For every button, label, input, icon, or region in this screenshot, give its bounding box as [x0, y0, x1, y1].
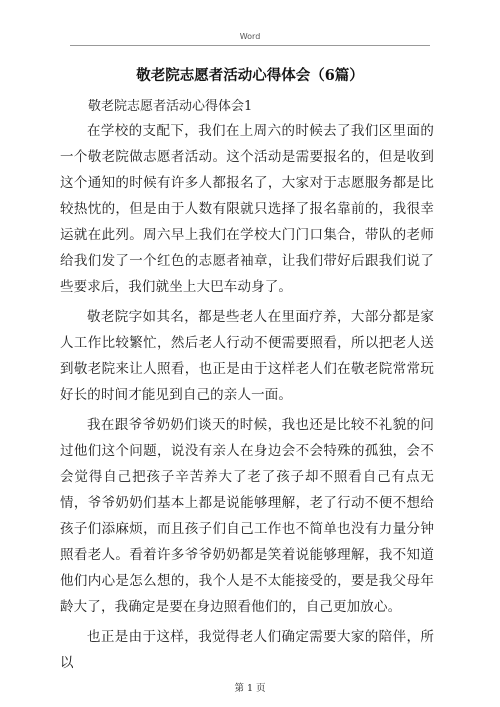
section-heading: 敬老院志愿者活动心得体会1 — [88, 99, 253, 114]
paragraph: 在学校的支配下，我们在上周六的时候去了我们区里面的一个敬老院做志愿者活动。这个活动是需要报名的，但是收到这个通知的时候有许多人都报名了，大家对于志愿服务都是比较热忱的，但是由于人数有限就只选择了报名靠前的，我很幸运就在此列。周六早上我们在学校大门门口集合，带队的老师给我们发了一个红色的志愿者袖章，让我们带好后跟我们说了些要求后，我们就坐上大巴车动身了。 — [60, 123, 434, 295]
document-body — [60, 118, 434, 680]
header-divider — [70, 45, 430, 46]
page-header — [0, 0, 500, 48]
app-label: Word — [239, 32, 261, 41]
paragraph: 也正是由于这样，我觉得老人们确定需要大家的陪伴，所以 — [60, 629, 434, 671]
document-title: 敬老院志愿者活动心得体会（6篇） — [136, 67, 364, 84]
page-number: 第 1 页 — [234, 683, 266, 694]
paragraph: 我在跟爷爷奶奶们谈天的时候，我也还是比较不礼貌的问过他们这个问题，说没有亲人在身边会不会特殊的孤独，会不会觉得自己把孩子辛苦养大了老了孩子却不照看自己有点无情，爷爷奶奶们基本上都是说能够理解，老了行动不便不想给孩子们添麻烦，而且孩子们自己工作也不简单也没有力量分钟照看老人。看着许多爷爷奶奶都是笑着说能够理解，我不知道他们内心是怎么想的，我个人是不太能接受的，要是我父母年龄大了，我确定是要在身边照看他们的，自己更加放心。 — [60, 417, 434, 615]
paragraph: 敬老院字如其名，都是些老人在里面疗养，大部分都是家人工作比较繁忙，然后老人行动不便需要照看，所以把老人送到敬老院来让人照看，也正是由于这样老人们在敬老院常常玩好长的时间才能见到自己的亲人一面。 — [60, 309, 434, 403]
